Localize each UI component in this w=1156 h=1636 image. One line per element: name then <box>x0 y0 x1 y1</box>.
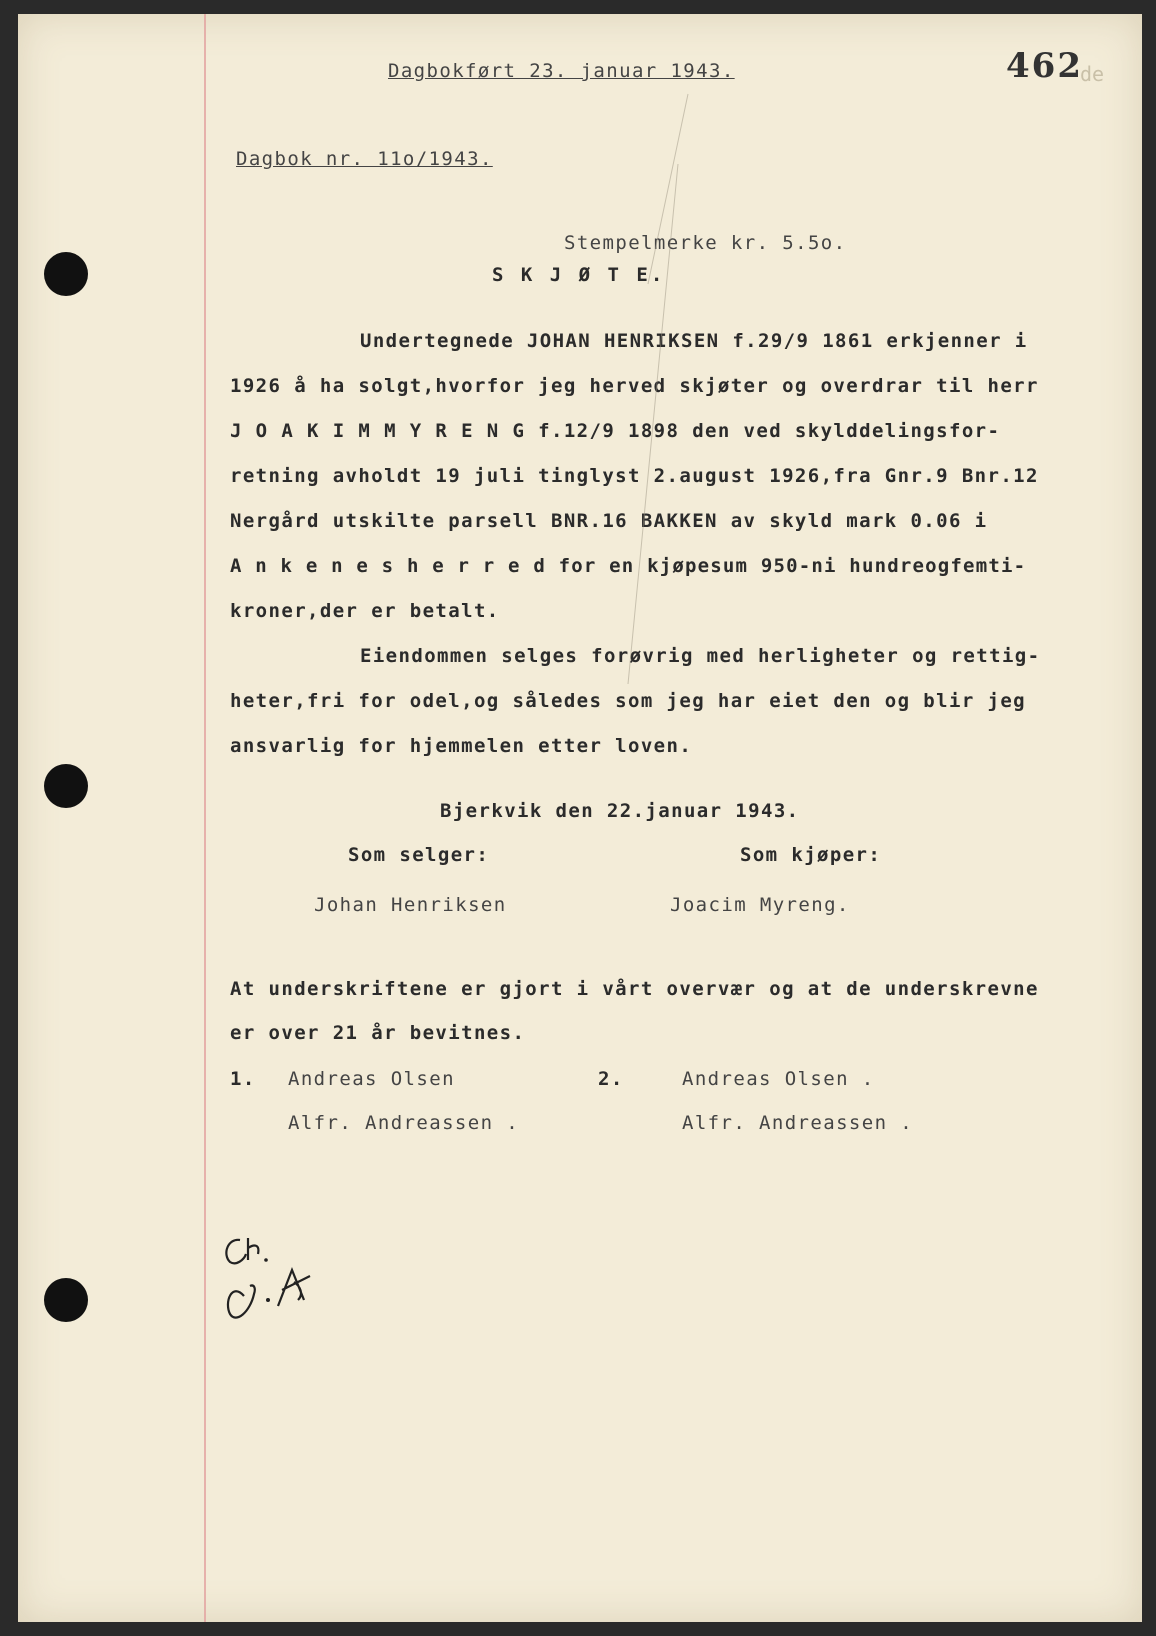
handwritten-initials <box>214 1230 334 1350</box>
seller-label: Som selger: <box>348 844 490 866</box>
pencil-mark <box>608 84 728 684</box>
witness-number-2: 2. <box>598 1068 624 1090</box>
journal-number: Dagbok nr. 11o/1943. <box>236 148 493 170</box>
witness-1-name-2: Alfr. Andreassen . <box>288 1112 520 1134</box>
place-date: Bjerkvik den 22.januar 1943. <box>440 800 800 822</box>
registration-note: Dagbokført 23. januar 1943. <box>388 60 735 82</box>
body-line: retning avholdt 19 juli tinglyst 2.august 1926,fra Gnr.9 Bnr.12 <box>230 465 1039 487</box>
witness-2-name: Andreas Olsen . <box>682 1068 875 1090</box>
body-line: J O A K I M M Y R E N G f.12/9 1898 den ved skylddelingsfor- <box>230 420 1001 442</box>
body-line: Undertegnede JOHAN HENRIKSEN f.29/9 1861 erkjenner i <box>360 330 1028 352</box>
witness-number-1: 1. <box>230 1068 256 1090</box>
buyer-name: Joacim Myreng. <box>670 894 850 916</box>
body-line: A n k e n e s h e r r e d for en kjøpesum 950-ni hundreogfemti- <box>230 555 1027 577</box>
witness-statement-line: At underskriftene er gjort i vårt overvær og at de underskrevne <box>230 978 1039 1000</box>
page-number: 462 <box>1006 46 1083 86</box>
punch-hole-bottom <box>44 1278 88 1322</box>
seller-name: Johan Henriksen <box>314 894 507 916</box>
body-line: Eiendommen selges forøvrig med herligheter og rettig- <box>360 645 1041 667</box>
punch-hole-middle <box>44 764 88 808</box>
witness-2-name-2: Alfr. Andreassen . <box>682 1112 914 1134</box>
buyer-label: Som kjøper: <box>740 844 882 866</box>
witness-statement-line: er over 21 år bevitnes. <box>230 1022 526 1044</box>
witness-1-name: Andreas Olsen <box>288 1068 455 1090</box>
stamp-duty: Stempelmerke kr. 5.5o. <box>564 232 847 254</box>
document-title: S K J Ø T E. <box>492 264 666 286</box>
body-line: heter,fri for odel,og således som jeg har eiet den og blir jeg <box>230 690 1027 712</box>
punch-hole-top <box>44 252 88 296</box>
body-line: ansvarlig for hjemmelen etter loven. <box>230 735 693 757</box>
margin-rule <box>204 14 206 1622</box>
body-line: Nergård utskilte parsell BNR.16 BAKKEN av skyld mark 0.06 i <box>230 510 988 532</box>
page-number-bleed: de <box>1080 62 1105 86</box>
document-page <box>18 14 1142 1622</box>
body-line: kroner,der er betalt. <box>230 600 500 622</box>
body-line: 1926 å ha solgt,hvorfor jeg herved skjøter og overdrar til herr <box>230 375 1039 397</box>
